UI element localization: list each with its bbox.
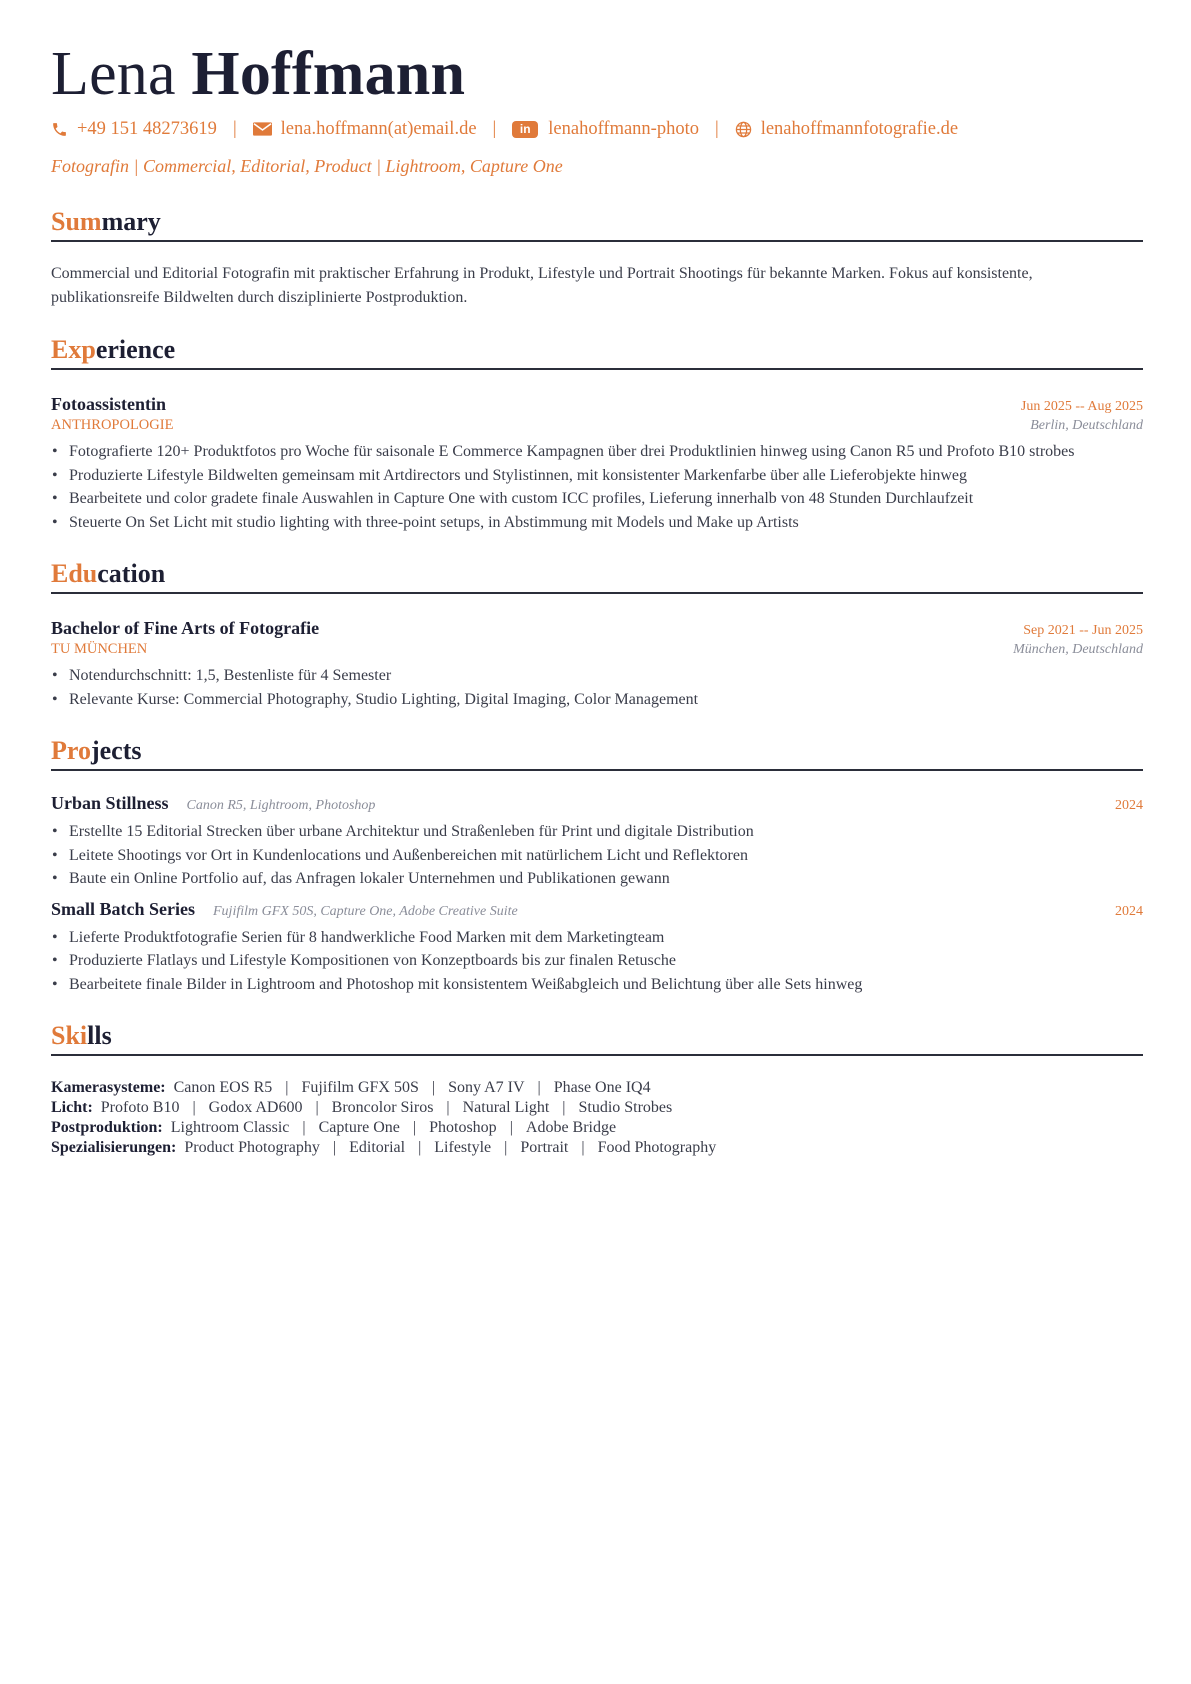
project-title: Small Batch Series (51, 898, 195, 919)
company-name: ANTHROPOLOGIE (51, 417, 174, 433)
education-bullets (51, 664, 1143, 711)
skill-item: Canon EOS R5 (173, 1079, 273, 1096)
section-title-summary (51, 206, 1143, 242)
list-item: • Lieferte Produktfotografie Serien für 8 handwerkliche Food Marken mit dem Marketingteam (51, 926, 1143, 950)
contact-separator: | (232, 118, 237, 139)
section-title-accent: Edu (51, 559, 98, 588)
section-title-accent: Ski (51, 1021, 88, 1050)
skill-category-label: Licht: (51, 1099, 93, 1116)
job-bullets (51, 440, 1143, 534)
contact-linkedin[interactable] (512, 119, 699, 140)
list-item: • Baute ein Online Portfolio auf, das Anfragen lokaler Unternehmen und Publikationen gewann (51, 867, 1143, 891)
list-item: • Bearbeitete und color gradete finale Auswahlen in Capture One with custom ICC profiles, Lieferung innerhalb von 48 Stunden Durchlaufzeit (51, 487, 1143, 511)
section-title-experience (51, 334, 1143, 370)
section-title-accent: Exp (51, 335, 96, 364)
skill-separator: | (302, 1119, 306, 1136)
degree-title: Bachelor of Fine Arts of Fotografie (51, 618, 320, 638)
education-section (51, 558, 1143, 711)
section-title-rest: erience (95, 335, 176, 364)
contact-phone[interactable] (51, 119, 217, 140)
skill-item: Photoshop (429, 1119, 497, 1136)
contact-website[interactable] (735, 119, 958, 140)
list-item: • Leitete Shootings vor Ort in Kundenlocations und Außenbereichen mit natürlichem Licht und Reflektoren (51, 844, 1143, 868)
linkedin-icon: in (512, 121, 538, 138)
skill-separator: | (315, 1099, 319, 1116)
project-header (51, 793, 1143, 814)
project-heading (51, 899, 518, 920)
skill-item: Phase One IQ4 (553, 1079, 651, 1096)
globe-icon (735, 121, 752, 138)
contact-separator: | (492, 118, 497, 139)
summary-section (51, 206, 1143, 310)
skill-item: Editorial (349, 1139, 406, 1156)
experience-section (51, 334, 1143, 534)
list-item: • Bearbeitete finale Bilder in Lightroom and Photoshop mit konsistentem Weißabgleich und Belichtung über alle Sets hinweg (51, 973, 1143, 997)
skill-separator: | (192, 1099, 196, 1116)
linkedin-handle: lenahoffmann-photo (548, 118, 699, 139)
section-title-accent: Sum (51, 207, 102, 236)
project-entry (51, 793, 1143, 891)
education-dates: Sep 2021 -- Jun 2025 (1023, 623, 1143, 638)
skill-item: Profoto B10 (100, 1099, 180, 1116)
list-item: • Produzierte Flatlays und Lifestyle Kompositionen von Konzeptboards bis zur finalen Retusche (51, 949, 1143, 973)
entry-subheader (51, 415, 1143, 434)
skill-separator: | (412, 1119, 417, 1136)
job-dates: Jun 2025 -- Aug 2025 (1020, 399, 1143, 414)
list-item: • Fotografierte 120+ Produktfotos pro Woche für saisonale E Commerce Kampagnen über drei Produktlinien hinweg using Canon R5 und Profoto B10 strobes (51, 440, 1143, 464)
skill-category-label: Postproduktion: (51, 1119, 163, 1136)
entry-header (51, 618, 1143, 639)
project-year: 2024 (1115, 798, 1143, 813)
skill-item: Sony A7 IV (448, 1079, 525, 1096)
phone-number: +49 151 48273619 (77, 118, 217, 139)
skill-row (51, 1078, 1143, 1098)
skill-item: Studio Strobes (578, 1099, 673, 1116)
experience-entry (51, 394, 1143, 534)
skill-separator: | (562, 1099, 566, 1116)
contact-email[interactable] (253, 119, 477, 140)
skill-item: Food Photography (597, 1139, 717, 1156)
list-item: • Steuerte On Set Licht mit studio lighting with three-point setups, in Abstimmung mit Models und Make up Artists (51, 511, 1143, 535)
contact-bar (51, 114, 1143, 144)
first-name: Lena (51, 40, 176, 108)
school-name: TU MÜNCHEN (51, 641, 148, 657)
skill-separator: | (431, 1079, 436, 1096)
skill-row (51, 1098, 1143, 1118)
skill-separator: | (509, 1119, 513, 1136)
skill-separator: | (504, 1139, 508, 1156)
section-title-skills (51, 1020, 1143, 1056)
list-item: • Erstellte 15 Editorial Strecken über urbane Architektur und Straßenleben für Print und digitale Distribution (51, 820, 1143, 844)
skill-item: Lightroom Classic (170, 1119, 290, 1136)
phone-icon (51, 121, 68, 138)
job-location: Berlin, Deutschland (1030, 418, 1143, 433)
skill-category-label: Kamerasysteme: (51, 1079, 166, 1096)
list-item: • Relevante Kurse: Commercial Photography, Studio Lighting, Digital Imaging, Color Management (51, 688, 1143, 712)
section-title-rest: lls (87, 1021, 112, 1050)
section-title-accent: Pro (51, 736, 91, 765)
skill-item: Natural Light (462, 1099, 550, 1116)
project-tech: Fujifilm GFX 50S, Capture One, Adobe Creative Suite (213, 903, 518, 919)
entry-subheader (51, 639, 1143, 658)
project-bullets (51, 820, 1143, 891)
projects-section (51, 735, 1143, 996)
list-item: • Notendurchschnitt: 1,5, Bestenliste für 4 Semester (51, 664, 1143, 688)
skill-item: Product Photography (184, 1139, 320, 1156)
skills-section (51, 1020, 1143, 1158)
job-title: Fotoassistentin (51, 394, 167, 414)
skill-item: Fujifilm GFX 50S (301, 1079, 419, 1096)
summary-text: Commercial und Editorial Fotografin mit praktischer Erfahrung in Produkt, Lifestyle und Portrait Shootings für bekannte Marken. Fokus auf konsistente, publikationsreife Bildwelten durch disziplinierte Postproduktion. (51, 265, 1033, 306)
skills-list (51, 1078, 1143, 1158)
education-entry (51, 618, 1143, 711)
skill-item: Godox AD600 (208, 1099, 303, 1116)
project-header (51, 899, 1143, 920)
skill-row (51, 1118, 1143, 1138)
skill-separator: | (446, 1099, 450, 1116)
contact-separator: | (714, 118, 719, 139)
skill-separator: | (285, 1079, 289, 1096)
school-location: München, Deutschland (1013, 642, 1143, 657)
section-title-rest: jects (90, 736, 142, 765)
skill-separator: | (418, 1139, 422, 1156)
skill-item: Portrait (520, 1139, 569, 1156)
skill-item: Adobe Bridge (525, 1119, 617, 1136)
section-title-rest: cation (97, 559, 166, 588)
skill-item: Broncolor Siros (331, 1099, 434, 1116)
project-bullets (51, 926, 1143, 997)
skill-row (51, 1138, 1143, 1158)
last-name: Hoffmann (191, 40, 466, 108)
section-title-projects (51, 735, 1143, 771)
list-item: • Produzierte Lifestyle Bildwelten gemeinsam mit Artdirectors und Stylistinnen, mit konsistenter Markenfarbe über alle Lieferobjekte hinweg (51, 464, 1143, 488)
section-title-education (51, 558, 1143, 594)
project-tech: Canon R5, Lightroom, Photoshop (186, 798, 376, 813)
entry-header (51, 394, 1143, 415)
mail-icon (253, 122, 272, 136)
skill-category-label: Spezialisierungen: (51, 1139, 177, 1156)
website-url: lenahoffmannfotografie.de (760, 118, 959, 139)
project-entry (51, 899, 1143, 997)
candidate-name (51, 38, 1143, 110)
project-year: 2024 (1115, 903, 1143, 919)
skill-item: Lifestyle (434, 1139, 492, 1156)
email-address: lena.hoffmann(at)email.de (280, 118, 477, 139)
skill-item: Capture One (318, 1119, 400, 1136)
section-title-rest: mary (101, 207, 161, 236)
project-title: Urban Stillness (51, 793, 169, 813)
project-heading (51, 793, 375, 814)
skill-separator: | (581, 1139, 585, 1156)
skill-separator: | (332, 1139, 337, 1156)
skill-separator: | (537, 1079, 541, 1096)
tagline: Fotografin | Commercial, Editorial, Product | Lightroom, Capture One (51, 156, 563, 176)
